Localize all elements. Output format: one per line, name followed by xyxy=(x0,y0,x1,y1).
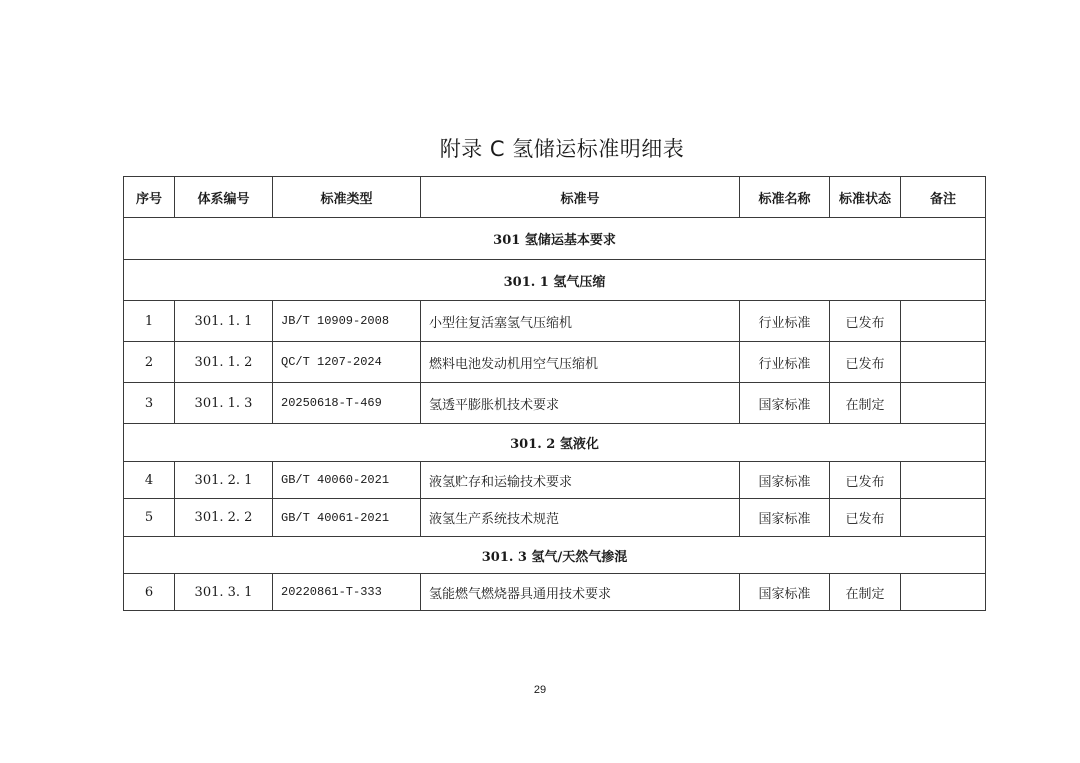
cell-standard-name: 氢能燃气燃烧器具通用技术要求 xyxy=(421,574,740,611)
cell-standard-number: 20250618-T-469 xyxy=(273,383,421,424)
subgroup-row xyxy=(124,260,986,301)
header-system-code: 体系编号 xyxy=(175,177,273,218)
cell-standard-kind: 国家标准 xyxy=(740,462,830,499)
cell-system-code: 301. 1. 3 xyxy=(175,383,273,424)
cell-remarks xyxy=(901,462,986,499)
subgroup-label: 301. 3 氢气/天然气掺混 xyxy=(124,537,986,574)
standards-table xyxy=(123,176,986,611)
subgroup-label: 301. 2 氢液化 xyxy=(124,424,986,462)
cell-standard-kind: 国家标准 xyxy=(740,574,830,611)
table-row xyxy=(124,342,986,383)
cell-system-code: 301. 3. 1 xyxy=(175,574,273,611)
cell-system-code: 301. 2. 2 xyxy=(175,499,273,537)
cell-status: 已发布 xyxy=(830,499,901,537)
cell-standard-kind: 行业标准 xyxy=(740,301,830,342)
header-standard-status: 标准状态 xyxy=(830,177,901,218)
cell-remarks xyxy=(901,383,986,424)
cell-serial: 4 xyxy=(124,462,175,499)
cell-serial: 5 xyxy=(124,499,175,537)
cell-standard-kind: 行业标准 xyxy=(740,342,830,383)
table-row xyxy=(124,383,986,424)
cell-standard-name: 小型往复活塞氢气压缩机 xyxy=(421,301,740,342)
header-standard-number: 标准号 xyxy=(421,177,740,218)
cell-status: 在制定 xyxy=(830,574,901,611)
cell-standard-number: GB/T 40060-2021 xyxy=(273,462,421,499)
page-number: 29 xyxy=(533,684,547,696)
cell-serial: 3 xyxy=(124,383,175,424)
cell-status: 已发布 xyxy=(830,462,901,499)
subgroup-label: 301. 1 氢气压缩 xyxy=(124,260,986,301)
header-standard-name: 标准名称 xyxy=(740,177,830,218)
table-row xyxy=(124,462,986,499)
cell-remarks xyxy=(901,499,986,537)
cell-status: 已发布 xyxy=(830,301,901,342)
cell-serial: 6 xyxy=(124,574,175,611)
cell-standard-name: 液氢贮存和运输技术要求 xyxy=(421,462,740,499)
cell-standard-number: JB/T 10909-2008 xyxy=(273,301,421,342)
cell-standard-kind: 国家标准 xyxy=(740,383,830,424)
page-title: 附录 C 氢储运标准明细表 xyxy=(439,137,685,161)
cell-standard-number: GB/T 40061-2021 xyxy=(273,499,421,537)
table-header-row xyxy=(124,177,986,218)
subgroup-row xyxy=(124,424,986,462)
cell-standard-name: 液氢生产系统技术规范 xyxy=(421,499,740,537)
header-serial: 序号 xyxy=(124,177,175,218)
table-row xyxy=(124,499,986,537)
table-row xyxy=(124,301,986,342)
cell-remarks xyxy=(901,342,986,383)
cell-standard-name: 氢透平膨胀机技术要求 xyxy=(421,383,740,424)
cell-system-code: 301. 1. 1 xyxy=(175,301,273,342)
cell-status: 已发布 xyxy=(830,342,901,383)
cell-serial: 1 xyxy=(124,301,175,342)
header-remarks: 备注 xyxy=(901,177,986,218)
cell-standard-kind: 国家标准 xyxy=(740,499,830,537)
table-row xyxy=(124,574,986,611)
cell-system-code: 301. 2. 1 xyxy=(175,462,273,499)
group-label: 301 氢储运基本要求 xyxy=(124,218,986,260)
cell-remarks xyxy=(901,301,986,342)
group-row xyxy=(124,218,986,260)
subgroup-row xyxy=(124,537,986,574)
cell-remarks xyxy=(901,574,986,611)
cell-standard-number: QC/T 1207-2024 xyxy=(273,342,421,383)
cell-serial: 2 xyxy=(124,342,175,383)
cell-standard-name: 燃料电池发动机用空气压缩机 xyxy=(421,342,740,383)
cell-status: 在制定 xyxy=(830,383,901,424)
cell-standard-number: 20220861-T-333 xyxy=(273,574,421,611)
cell-system-code: 301. 1. 2 xyxy=(175,342,273,383)
header-standard-type: 标准类型 xyxy=(273,177,421,218)
